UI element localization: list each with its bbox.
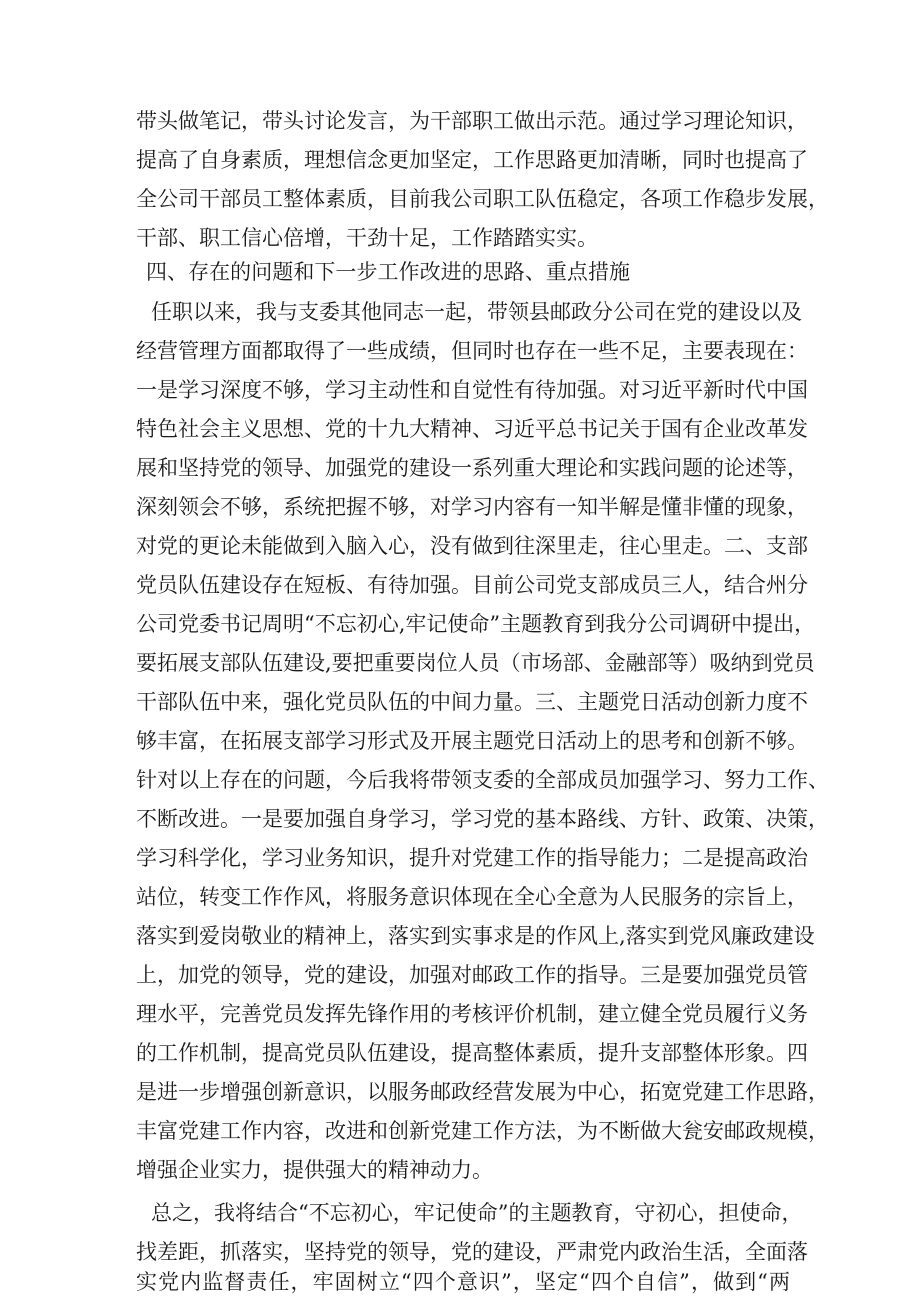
text-line: 要拓展支部队伍建设,要把重要岗位人员（市场部、金融部等）吸纳到党员 — [136, 651, 815, 675]
text-line: 党员队伍建设存在短板、有待加强。目前公司党支部成员三人，结合州分 — [136, 573, 808, 597]
text-line: 丰富党建工作内容，改进和创新党建工作方法，为不断做大瓮安邮政规模， — [136, 1119, 829, 1143]
text-line: 提高了自身素质，理想信念更加坚定，工作思路更加清晰，同时也提高了 — [136, 148, 808, 172]
text-line: 够丰富，在拓展支部学习形式及开展主题党日活动上的思考和创新不够。 — [136, 729, 808, 753]
text-line: 不断改进。一是要加强自身学习，学习党的基本路线、方针、政策、决策， — [136, 807, 829, 831]
text-line: 全公司干部员工整体素质，目前我公司职工队伍稳定，各项工作稳步发展， — [136, 187, 829, 211]
text-line: 找差距，抓落实，坚持党的领导，党的建设，严肃党内政治生活，全面落 — [136, 1240, 808, 1264]
text-line: 一是学习深度不够，学习主动性和自觉性有待加强。对习近平新时代中国 — [136, 378, 808, 402]
text-line: 展和坚持党的领导、加强党的建设一系列重大理论和实践问题的论述等， — [136, 456, 808, 480]
text-line: 特色社会主义思想、党的十九大精神、习近平总书记关于国有企业改革发 — [136, 417, 808, 441]
text-line: 的工作机制，提高党员队伍建设，提高整体素质，提升支部整体形象。四 — [136, 1041, 808, 1065]
text-line: 总之，我将结合“不忘初心，牢记使命”的主题教育，守初心，担使命， — [151, 1201, 803, 1225]
text-line: 上，加党的领导，党的建设，加强对邮政工作的指导。三是要加强党员管 — [136, 963, 808, 987]
text-line: 实党内监督责任，牢固树立“四个意识”，坚定“四个自信”，做到“两 — [136, 1270, 790, 1294]
section-heading: 四、存在的问题和下一步工作改进的思路、重点措施 — [146, 260, 630, 284]
text-line: 理水平，完善党员发挥先锋作用的考核评价机制，建立健全党员履行义务 — [136, 1002, 808, 1026]
text-line: 干部、职工信心倍增，干劲十足，工作踏踏实实。 — [136, 226, 598, 250]
text-line: 经营管理方面都取得了一些成绩，但同时也存在一些不足，主要表现在： — [136, 339, 808, 363]
text-line: 站位，转变工作作风，将服务意识体现在全心全意为人民服务的宗旨上， — [136, 885, 808, 909]
text-line: 落实到爱岗敬业的精神上，落实到实事求是的作风上,落实到党风廉政建设 — [136, 924, 815, 948]
text-line: 对党的更论未能做到入脑入心，没有做到往深里走，往心里走。二、支部 — [136, 534, 808, 558]
text-line: 是进一步增强创新意识，以服务邮政经营发展为中心，拓宽党建工作思路， — [136, 1080, 829, 1104]
text-line: 针对以上存在的问题，今后我将带领支委的全部成员加强学习、努力工作、 — [136, 768, 829, 792]
text-line: 任职以来，我与支委其他同志一起，带领县邮政分公司在党的建设以及 — [151, 300, 802, 324]
text-line: 带头做笔记，带头讨论发言，为干部职工做出示范。通过学习理论知识， — [136, 109, 808, 133]
text-line: 深刻领会不够，系统把握不够，对学习内容有一知半解是懂非懂的现象， — [136, 495, 808, 519]
text-line: 公司党委书记周明“不忘初心,牢记使命”主题教育到我分公司调研中提出， — [136, 612, 816, 636]
text-line: 学习科学化，学习业务知识，提升对党建工作的指导能力；二是提高政治 — [136, 846, 808, 870]
text-line: 增强企业实力，提供强大的精神动力。 — [136, 1158, 493, 1182]
text-line: 干部队伍中来，强化党员队伍的中间力量。三、主题党日活动创新力度不 — [136, 690, 808, 714]
